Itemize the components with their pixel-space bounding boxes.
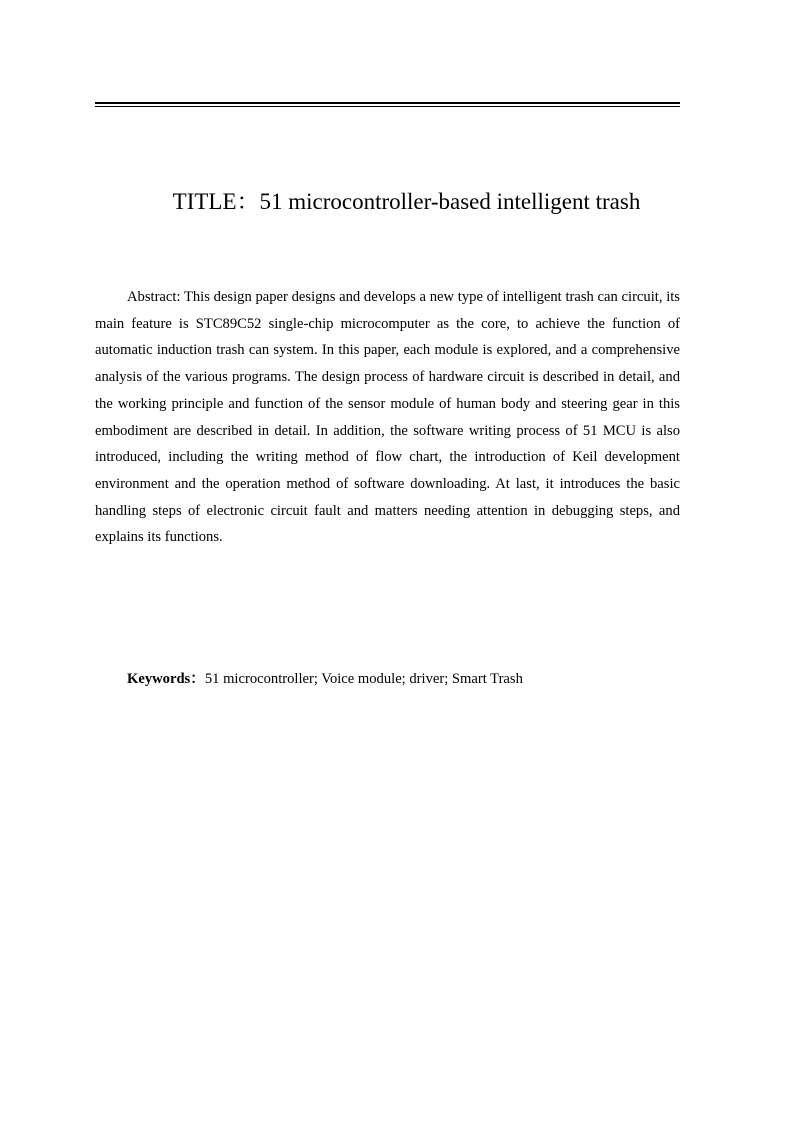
header-rule-thick: [95, 102, 680, 104]
keywords-line: [127, 667, 523, 691]
abstract-paragraph: Abstract: This design paper designs and develops a new type of intelligent trash can circuit, its main feature is STC89C52 single-chip microcomputer as the core, to achieve the function of automatic induction trash can system. In this paper, each module is explored, and a comprehensive analysis of the various programs. The design process of hardware circuit is described in detail, and the working principle and function of the sensor module of human body and steering gear in this embodiment are described in detail. In addition, the software writing process of 51 MCU is also introduced, including the writing method of flow chart, the introduction of Keil development environment and the operation method of software downloading. At last, it introduces the basic handling steps of electronic circuit fault and matters needing attention in debugging steps, and explains its functions.: [95, 289, 680, 546]
header-rule-thin: [95, 106, 680, 107]
keywords-label: Keywords：: [127, 671, 205, 687]
keywords-value: 51 microcontroller; Voice module; driver; Smart Trash: [204, 671, 523, 687]
paper-title: TITLE：51 microcontroller-based intelligent trash: [172, 189, 641, 214]
